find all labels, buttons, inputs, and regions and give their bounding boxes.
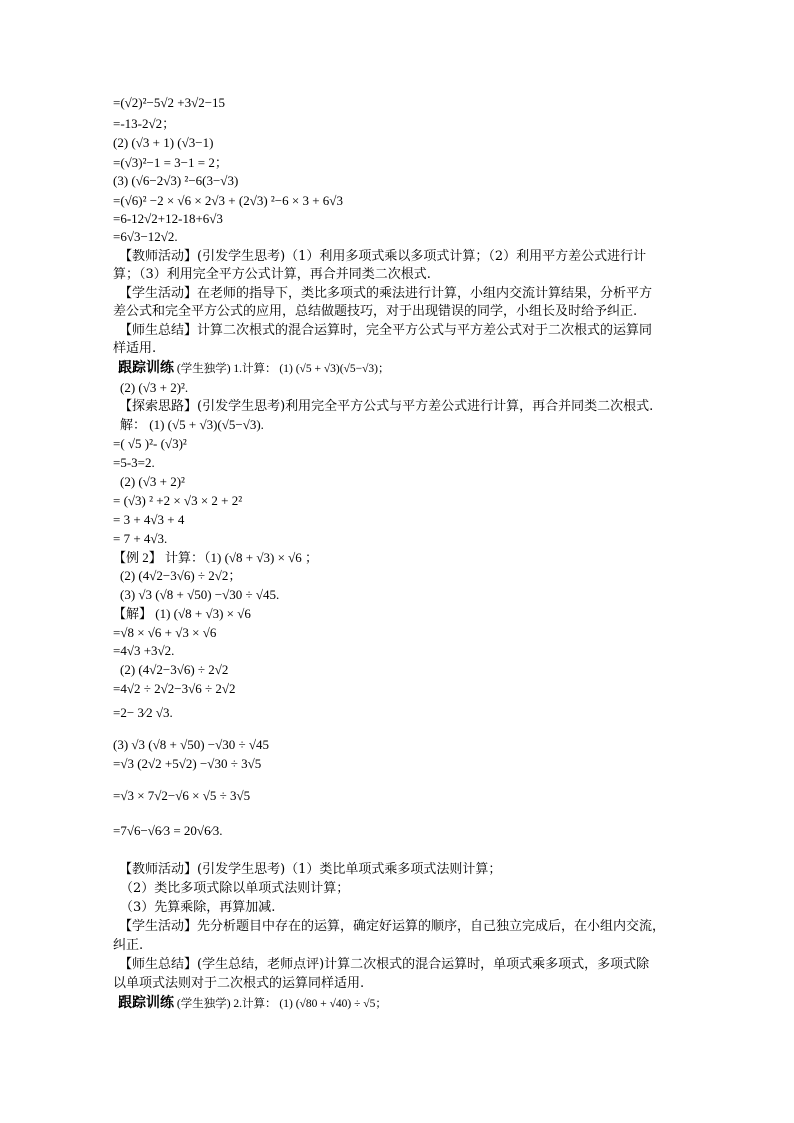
practice-line xyxy=(118,996,387,1012)
paragraph-continuation: 纠正. xyxy=(113,938,144,953)
math-line: =(√6)² −2 × √6 × 2√3 + (2√3) ²−6 × 3 + 6√3 xyxy=(113,193,343,208)
explore-text: 【探索思路】(引发学生思考)利用完全平方公式与平方差公式进行计算，再合并同类二次根式. xyxy=(119,399,654,414)
list-item: （3）先算乘除，再算加减. xyxy=(120,900,276,915)
math-line: =7√6−√6⁄3 = 20√6⁄3. xyxy=(113,823,223,838)
summary-text: 【师生总结】(学生总结，老师点评)计算二次根式的混合运算时，单项式乘多项式，多项式除 xyxy=(119,957,650,972)
example-title: 【例 2】 计算：（1) (√8 + √3) × √6 ； xyxy=(113,550,319,565)
student-activity-text: 【学生活动】在老师的指导下，类比多项式的乘法进行计算，小组内交流计算结果，分析平方 xyxy=(119,286,653,301)
math-line: 解： (1) (√5 + √3)(√5−√3). xyxy=(120,417,264,432)
math-line: =√3 × 7√2−√6 × √5 ÷ 3√5 xyxy=(113,788,251,803)
teacher-activity-text: 【教师活动】(引发学生思考)（1）类比单项式乘多项式法则计算； xyxy=(119,862,502,877)
practice-heading: 跟踪训练 xyxy=(118,995,174,1011)
solution-title: 【解】 (1) (√8 + √3) × √6 xyxy=(113,606,251,621)
math-line: (3) (√6−2√3) ²−6(3−√3) xyxy=(113,173,239,188)
list-item: （2）类比多项式除以单项式法则计算； xyxy=(120,881,350,896)
math-line: = 3 + 4√3 + 4 xyxy=(113,512,185,527)
math-line: =4√3 +3√2. xyxy=(113,643,175,658)
math-line: (3) √3 (√8 + √50) −√30 ÷ √45 xyxy=(113,737,270,752)
math-line: = 7 + 4√3. xyxy=(113,531,168,546)
math-line: =√8 × √6 + √3 × √6 xyxy=(113,625,217,640)
student-activity-text: 【学生活动】先分析题目中存在的运算，确定好运算的顺序，自己独立完成后，在小组内交流， xyxy=(119,919,666,934)
teacher-activity-text: 【教师活动】(引发学生思考)（1）利用多项式乘以多项式计算；（2）利用平方差公式进行计 xyxy=(119,249,647,264)
practice-line xyxy=(118,361,389,377)
paragraph-continuation: 样适用. xyxy=(113,341,157,356)
math-line: =(√2)²−5√2 +3√2−15 xyxy=(113,95,226,110)
math-line: (2) (√3 + 1) (√3−1) xyxy=(113,135,214,150)
math-line: (2) (√3 + 2)² xyxy=(120,474,185,489)
math-line: (2) (4√2−3√6) ÷ 2√2 xyxy=(120,662,229,677)
practice-question: (学生独学) 1.计算： (1) (√5 + √3)(√5−√3)； xyxy=(174,363,390,375)
math-line: =6√3−12√2. xyxy=(113,229,178,244)
math-line: = (√3) ² +2 × √3 × 2 + 2² xyxy=(113,493,243,508)
practice-heading: 跟踪训练 xyxy=(118,360,174,376)
paragraph-continuation: 算；（3）利用完全平方公式计算，再合并同类二次根式. xyxy=(113,267,431,282)
math-line: =√3 (2√2 +5√2) −√30 ÷ 3√5 xyxy=(113,756,262,771)
math-line: =2− 3⁄2 √3. xyxy=(113,705,173,720)
math-line: (2) (4√2−3√6) ÷ 2√2； xyxy=(120,568,242,583)
summary-text: 【师生总结】计算二次根式的混合运算时，完全平方公式与平方差公式对于二次根式的运算同 xyxy=(119,323,653,338)
math-line: =( √5 )²- (√3)² xyxy=(113,436,187,451)
math-line: =(√3)²−1 = 3−1 = 2； xyxy=(113,155,228,170)
math-line: =5-3=2. xyxy=(113,455,155,470)
math-line: (2) (√3 + 2)². xyxy=(120,380,189,395)
practice-question: (学生独学) 2.计算： (1) (√80 + √40) ÷ √5； xyxy=(174,998,387,1010)
math-line: (3) √3 (√8 + √50) −√30 ÷ √45. xyxy=(120,587,280,602)
math-line: =-13-2√2； xyxy=(113,116,176,131)
paragraph-continuation: 差公式和完全平方公式的应用，总结做题技巧，对于出现错误的同学，小组长及时给予纠正. xyxy=(113,304,638,319)
math-line: =6-12√2+12-18+6√3 xyxy=(113,211,223,226)
math-line: =4√2 ÷ 2√2−3√6 ÷ 2√2 xyxy=(113,681,236,696)
paragraph-continuation: 以单项式法则对于二次根式的运算同样适用. xyxy=(113,976,365,991)
